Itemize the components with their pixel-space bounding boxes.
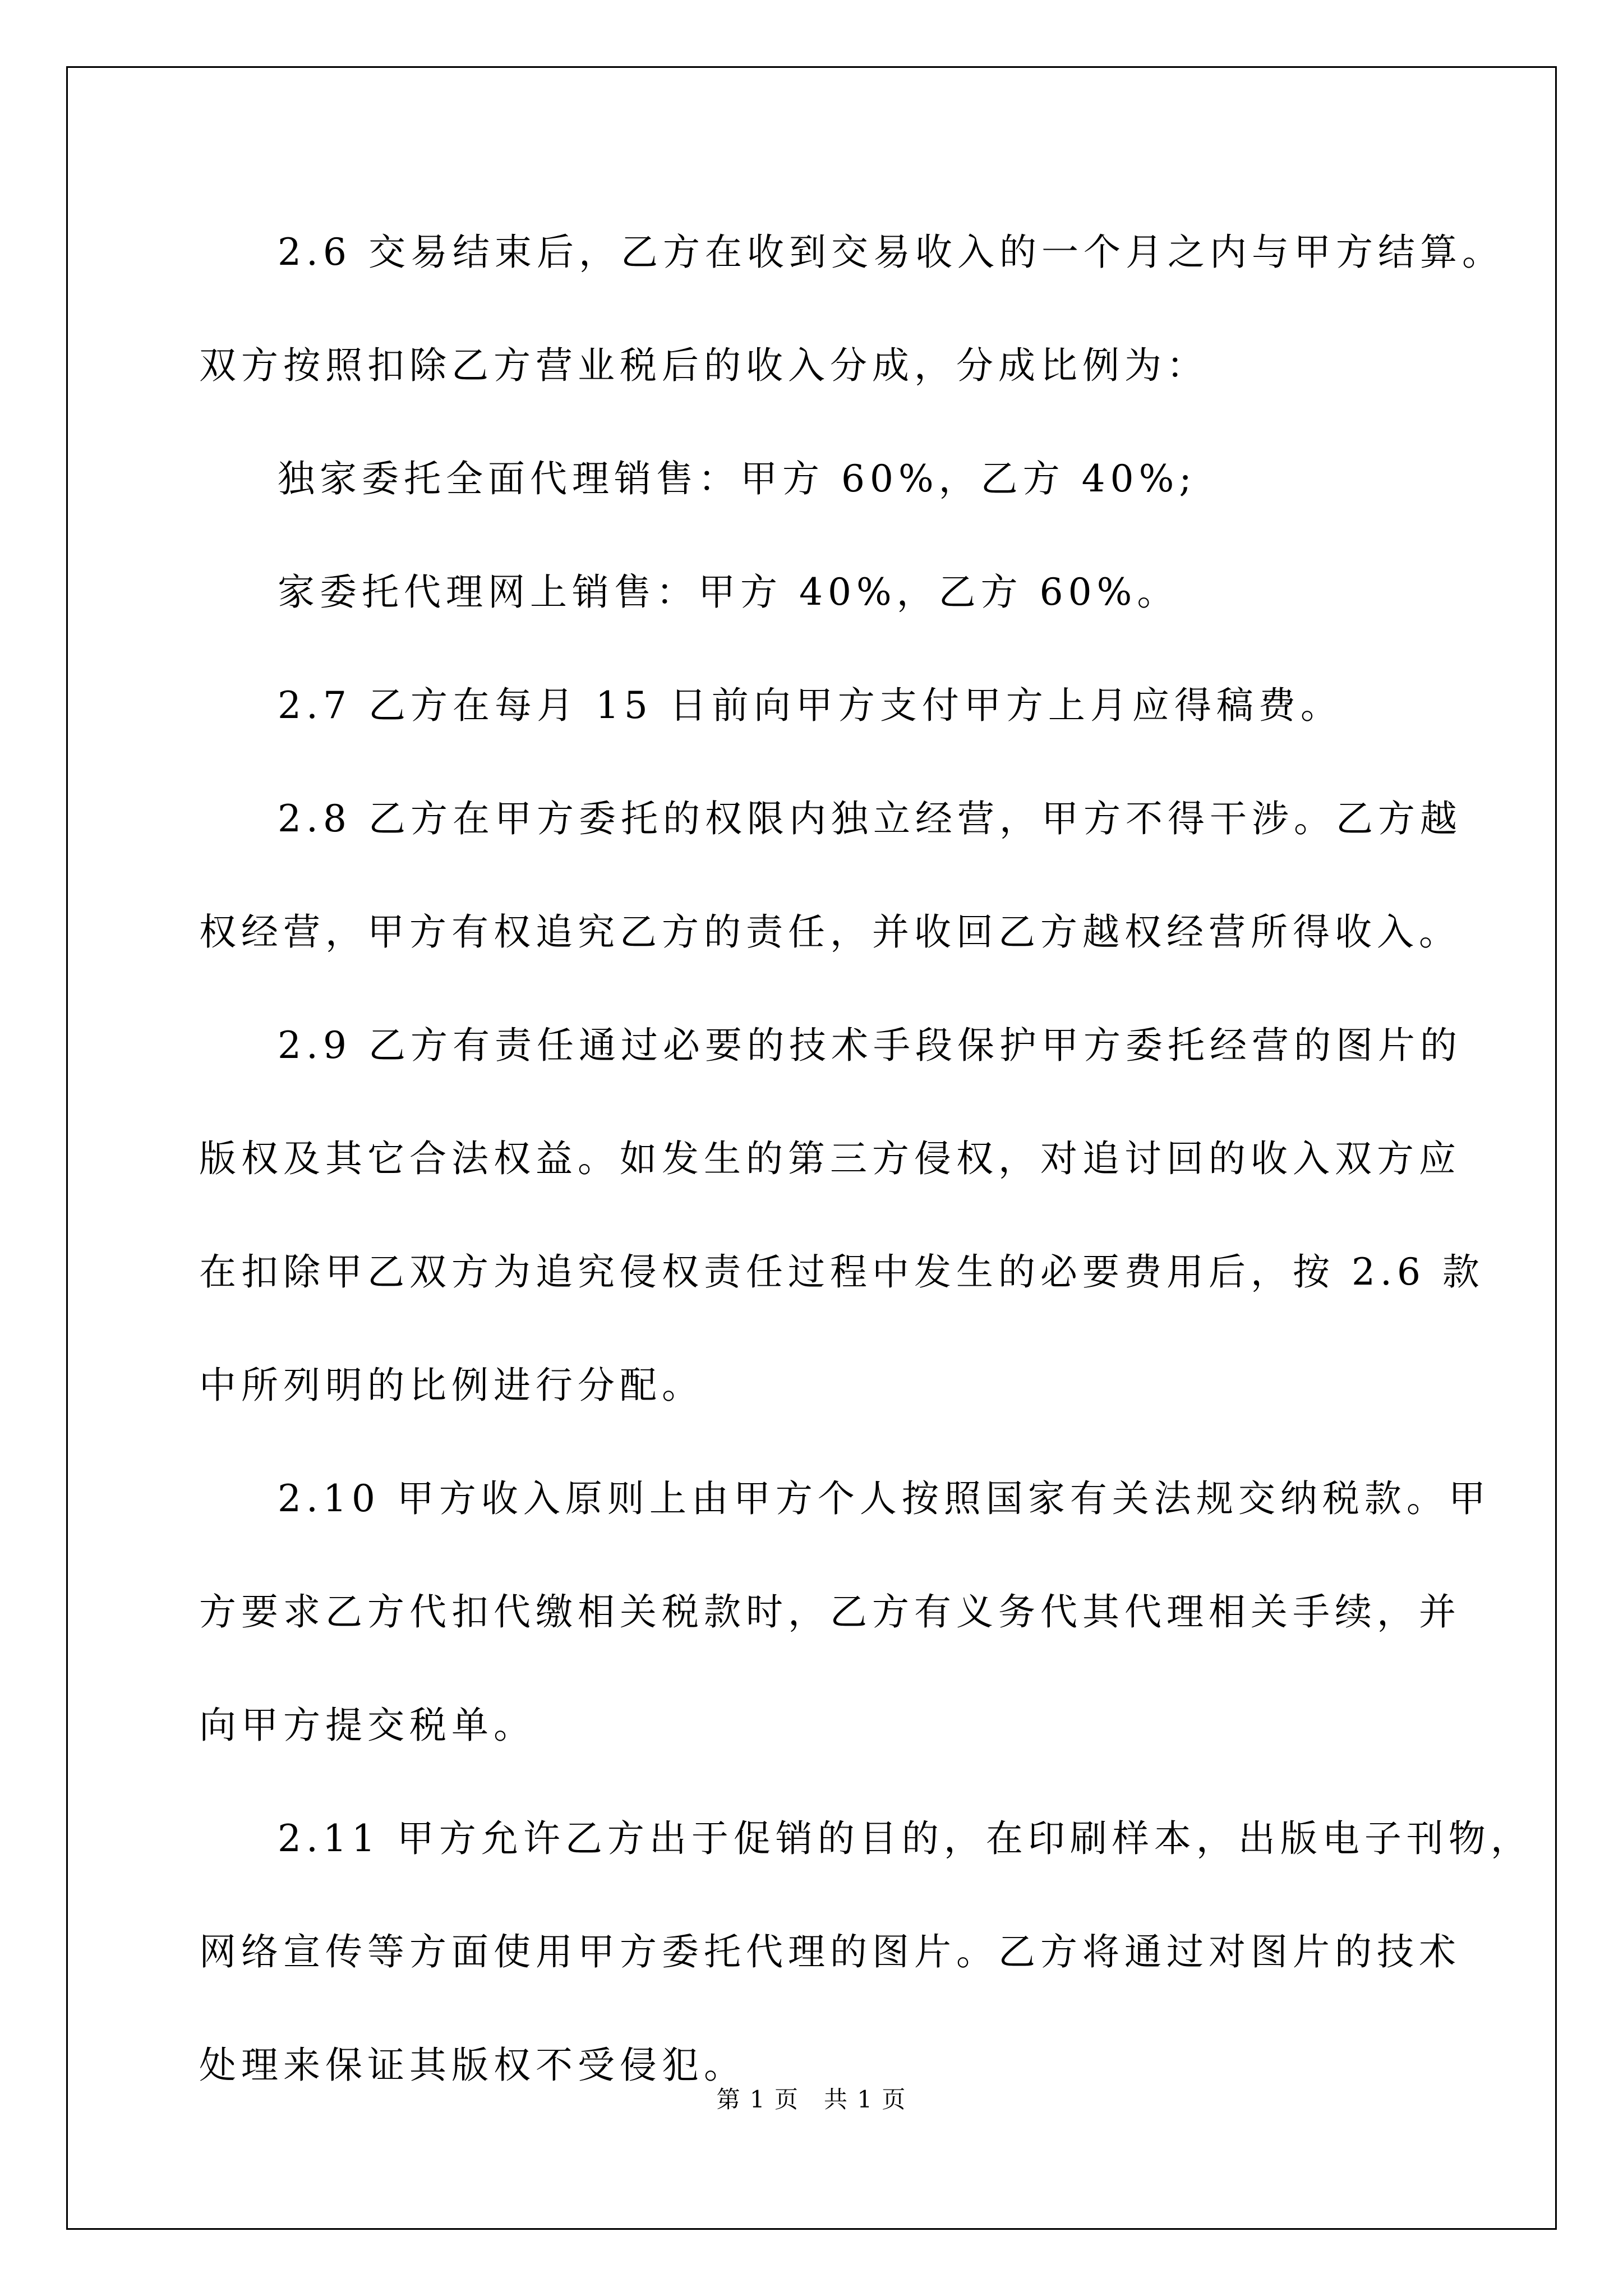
paragraph-line: 2.7 乙方在每月 15 日前向甲方支付甲方上月应得稿费。 bbox=[278, 684, 1343, 727]
paragraph-line: 版权及其它合法权益。如发生的第三方侵权，对追讨回的收入双方应 bbox=[199, 1137, 1461, 1180]
paragraph-line: 双方按照扣除乙方营业税后的收入分成，分成比例为： bbox=[199, 344, 1209, 387]
paragraph-line: 向甲方提交税单。 bbox=[199, 1704, 536, 1747]
paragraph-line: 2.10 甲方收入原则上由甲方个人按照国家有关法规交纳税款。甲 bbox=[278, 1477, 1491, 1520]
paragraph-line: 处理来保证其版权不受侵犯。 bbox=[199, 2044, 746, 2087]
paragraph-line: 2.6 交易结束后，乙方在收到交易收入的一个月之内与甲方结算。 bbox=[278, 231, 1504, 274]
page-number: 第 1 页 共 1 页 bbox=[716, 2086, 907, 2113]
paragraph-line: 方要求乙方代扣代缴相关税款时，乙方有义务代其代理相关手续，并 bbox=[199, 1590, 1461, 1634]
paragraph-line: 家委托代理网上销售：甲方 40%，乙方 60%。 bbox=[278, 570, 1179, 614]
paragraph-line: 权经营，甲方有权追究乙方的责任，并收回乙方越权经营所得收入。 bbox=[199, 910, 1461, 954]
paragraph-line: 网络宣传等方面使用甲方委托代理的图片。乙方将通过对图片的技术 bbox=[199, 1930, 1461, 1973]
paragraph-line: 2.11 甲方允许乙方出于促销的目的，在印刷样本，出版电子刊物， bbox=[278, 1817, 1533, 1860]
paragraph-line: 独家委托全面代理销售：甲方 60%，乙方 40%; bbox=[278, 457, 1197, 500]
paragraph-line: 2.9 乙方有责任通过必要的技术手段保护甲方委托经营的图片的 bbox=[278, 1024, 1462, 1067]
paragraph-line: 2.8 乙方在甲方委托的权限内独立经营，甲方不得干涉。乙方越 bbox=[278, 797, 1462, 840]
page-footer bbox=[0, 2081, 1623, 2115]
paragraph-line: 中所列明的比例进行分配。 bbox=[199, 1364, 704, 1407]
document-body bbox=[199, 196, 1533, 2122]
paragraph-line: 在扣除甲乙双方为追究侵权责任过程中发生的必要费用后，按 2.6 款 bbox=[199, 1250, 1484, 1294]
